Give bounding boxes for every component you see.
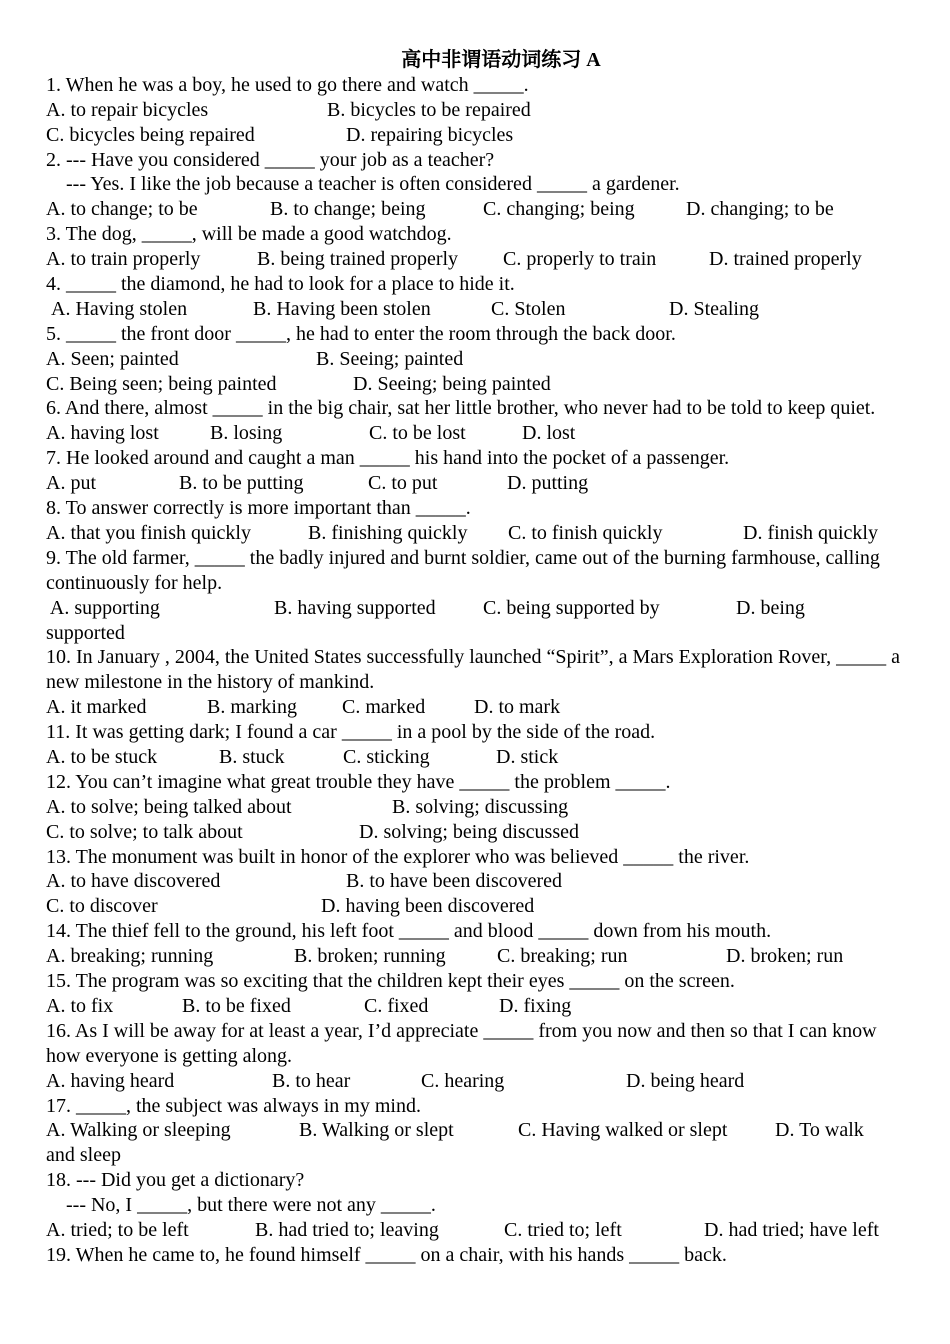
question-1-options-row1 [46, 98, 916, 123]
q14-option-a: A. breaking; running [46, 945, 214, 968]
q6-option-d: D. lost [522, 422, 576, 445]
question-10-stem: 10. In January , 2004, the United States successfully launched “Spirit”, a Mars Exploration Rover, _____ a new milestone in the history of mankind. [46, 646, 901, 694]
q15-option-b: B. to be fixed [182, 994, 291, 1017]
q16-option-d: D. being heard [626, 1069, 745, 1092]
q17-option-b: B. Walking or slept [299, 1119, 454, 1142]
q17-option-d: D. To walk [775, 1119, 864, 1142]
q6-option-b: B. losing [210, 422, 283, 445]
q1-option-c: C. bicycles being repaired [46, 123, 255, 146]
question-11-stem: 11. It was getting dark; I found a car _____ in a pool by the side of the road. [46, 721, 656, 744]
q5-option-b: B. Seeing; painted [316, 347, 464, 370]
q11-option-c: C. sticking [343, 746, 430, 769]
q9-option-c: C. being supported by [483, 596, 660, 619]
q4-option-a: A. Having stolen [51, 297, 188, 320]
question-5-options-row1 [46, 347, 916, 372]
question-6-stem: 6. And there, almost _____ in the big chair, sat her little brother, who never had to be told to keep quiet. [46, 397, 876, 420]
q14-option-b: B. broken; running [294, 945, 446, 968]
question-4-stem: 4. _____ the diamond, he had to look for a place to hide it. [46, 273, 515, 296]
q10-option-d: D. to mark [474, 696, 561, 719]
q8-option-a: A. that you finish quickly [46, 521, 251, 544]
q4-option-c: C. Stolen [491, 297, 566, 320]
q17-option-a: A. Walking or sleeping [46, 1119, 231, 1142]
q7-option-b: B. to be putting [179, 472, 304, 495]
question-7-options [46, 471, 916, 496]
q18-option-c: C. tried to; left [504, 1218, 622, 1241]
q11-option-a: A. to be stuck [46, 746, 158, 769]
q12-option-a: A. to solve; being talked about [46, 795, 292, 818]
question-10-options [46, 695, 916, 720]
q8-option-d: D. finish quickly [743, 521, 878, 544]
q5-option-a: A. Seen; painted [46, 347, 179, 370]
q6-option-a: A. having lost [46, 422, 159, 445]
question-2-stem: 2. --- Have you considered _____ your job as a teacher? [46, 148, 495, 171]
q13-option-b: B. to have been discovered [346, 870, 563, 893]
question-12-stem: 12. You can’t imagine what great trouble they have _____ the problem _____. [46, 770, 671, 793]
question-13-options-row2 [46, 894, 916, 919]
question-12-options-row2 [46, 820, 916, 845]
question-15-stem: 15. The program was so exciting that the children kept their eyes _____ on the screen. [46, 970, 735, 993]
q9-option-d-continued: supported [46, 621, 125, 644]
question-16-stem: 16. As I will be away for at least a year, I’d appreciate _____ from you now and then so that I can know how everyone is getting along. [46, 1019, 877, 1067]
question-17-options [46, 1118, 916, 1143]
question-8-options [46, 521, 916, 546]
question-15-options [46, 994, 916, 1019]
q10-option-a: A. it marked [46, 696, 147, 719]
question-13-stem: 13. The monument was built in honor of the explorer who was believed _____ the river. [46, 845, 750, 868]
question-2-stem-reply: --- Yes. I like the job because a teacher is often considered _____ a gardener. [46, 173, 680, 196]
question-14-stem: 14. The thief fell to the ground, his left foot _____ and blood _____ down from his mouth. [46, 920, 772, 943]
question-9-stem: 9. The old farmer, _____ the badly injured and burnt soldier, came out of the burning farmhouse, calling continuously for help. [46, 546, 880, 594]
q2-option-a: A. to change; to be [46, 198, 198, 221]
q12-option-b: B. solving; discussing [392, 795, 569, 818]
q17-option-c: C. Having walked or slept [518, 1119, 728, 1142]
q18-option-d: D. had tried; have left [704, 1218, 879, 1241]
question-3-options [46, 247, 916, 272]
q16-option-b: B. to hear [272, 1069, 351, 1092]
q14-option-d: D. broken; run [726, 945, 844, 968]
q9-option-d: D. being [736, 596, 805, 619]
q7-option-a: A. put [46, 472, 96, 495]
q1-option-a: A. to repair bicycles [46, 98, 209, 121]
q3-option-b: B. being trained properly [257, 248, 459, 271]
q9-option-b: B. having supported [274, 596, 436, 619]
q7-option-c: C. to put [368, 472, 438, 495]
question-1-options-row2 [46, 123, 916, 148]
q3-option-d: D. trained properly [709, 248, 862, 271]
q13-option-d: D. having been discovered [321, 895, 535, 918]
q17-option-d-continued: and sleep [46, 1144, 121, 1167]
q10-option-b: B. marking [207, 696, 297, 719]
q15-option-d: D. fixing [499, 994, 572, 1017]
q5-option-d: D. Seeing; being painted [353, 372, 551, 395]
q2-option-d: D. changing; to be [686, 198, 834, 221]
question-18-stem: 18. --- Did you get a dictionary? [46, 1169, 305, 1192]
question-16-options [46, 1069, 916, 1094]
q15-option-c: C. fixed [364, 994, 429, 1017]
question-5-stem: 5. _____ the front door _____, he had to enter the room through the back door. [46, 322, 676, 345]
q3-option-c: C. properly to train [503, 248, 657, 271]
question-7-stem: 7. He looked around and caught a man _____ his hand into the pocket of a passenger. [46, 447, 730, 470]
question-11-options [46, 745, 916, 770]
q16-option-a: A. having heard [46, 1069, 175, 1092]
q3-option-a: A. to train properly [46, 248, 201, 271]
q2-option-c: C. changing; being [483, 198, 635, 221]
q15-option-a: A. to fix [46, 994, 114, 1017]
question-12-options-row1 [46, 795, 916, 820]
worksheet [46, 48, 916, 1268]
q11-option-b: B. stuck [219, 746, 285, 769]
question-9-options [46, 596, 916, 621]
q8-option-c: C. to finish quickly [508, 521, 663, 544]
question-4-options [46, 297, 916, 322]
q5-option-c: C. Being seen; being painted [46, 372, 277, 395]
question-13-options-row1 [46, 869, 916, 894]
question-14-options [46, 944, 916, 969]
q1-option-b: B. bicycles to be repaired [327, 98, 531, 121]
question-6-options [46, 421, 916, 446]
q2-option-b: B. to change; being [270, 198, 426, 221]
q18-option-b: B. had tried to; leaving [255, 1218, 439, 1241]
question-18-options [46, 1218, 916, 1243]
q4-option-d: D. Stealing [669, 297, 759, 320]
q7-option-d: D. putting [507, 472, 589, 495]
q14-option-c: C. breaking; run [497, 945, 628, 968]
question-1-stem: 1. When he was a boy, he used to go there and watch _____. [46, 73, 529, 96]
q6-option-c: C. to be lost [369, 422, 466, 445]
question-5-options-row2 [46, 372, 916, 397]
question-19-stem: 19. When he came to, he found himself _____ on a chair, with his hands _____ back. [46, 1243, 727, 1266]
question-3-stem: 3. The dog, _____, will be made a good watchdog. [46, 223, 452, 246]
q18-option-a: A. tried; to be left [46, 1218, 189, 1241]
q11-option-d: D. stick [496, 746, 559, 769]
q12-option-c: C. to solve; to talk about [46, 820, 243, 843]
question-8-stem: 8. To answer correctly is more important than _____. [46, 497, 471, 520]
page-title: 高中非谓语动词练习 A [401, 49, 601, 71]
q1-option-d: D. repairing bicycles [346, 123, 514, 146]
q12-option-d: D. solving; being discussed [359, 820, 579, 843]
question-18-stem-reply: --- No, I _____, but there were not any _____. [46, 1194, 436, 1217]
q8-option-b: B. finishing quickly [308, 521, 468, 544]
q13-option-a: A. to have discovered [46, 870, 221, 893]
q10-option-c: C. marked [342, 696, 426, 719]
q13-option-c: C. to discover [46, 895, 158, 918]
q16-option-c: C. hearing [421, 1069, 505, 1092]
question-17-stem: 17. _____, the subject was always in my mind. [46, 1094, 421, 1117]
q9-option-a: A. supporting [46, 596, 160, 619]
q4-option-b: B. Having been stolen [253, 297, 431, 320]
question-2-options [46, 197, 916, 222]
